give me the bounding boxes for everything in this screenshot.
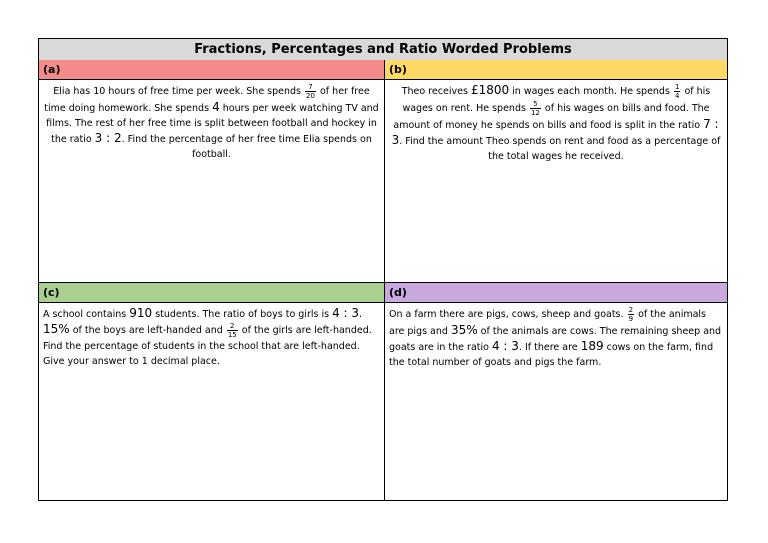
fraction: [227, 322, 238, 339]
value: 15%: [43, 322, 70, 336]
fraction: [628, 306, 634, 323]
text: of the animals are cows. The remaining sheep and goats are in the ratio: [389, 326, 722, 353]
problem-a: [39, 60, 385, 283]
problem-a-text: [39, 80, 384, 165]
numerator: 2: [227, 322, 238, 331]
problem-d-label: (d): [385, 283, 727, 303]
text: . Find the amount Theo spends on rent and food as a percentage of the total wages he received.: [399, 136, 721, 162]
problem-a-label: (a): [39, 60, 384, 80]
text: of his wages on bills and food. The amount of money he spends on bills and food is split in the ratio: [393, 103, 710, 131]
denominator: 4: [674, 92, 680, 100]
fraction: [674, 83, 680, 100]
text: .: [359, 309, 363, 320]
fraction: [305, 83, 316, 100]
worksheet: [38, 38, 728, 501]
ratio: 3 : 2: [94, 131, 122, 145]
denominator: 20: [306, 92, 315, 100]
denominator: 15: [227, 331, 237, 339]
problem-d-text: [385, 303, 727, 373]
value: 4: [212, 100, 220, 114]
text: cows on the farm, find the total number of goats and pigs the farm.: [389, 342, 714, 368]
problem-c-label: (c): [39, 283, 384, 303]
problem-b-label: (b): [385, 60, 727, 80]
text: . Find the percentage of her free time Elia spends on football.: [121, 134, 372, 160]
problem-c-text: [39, 303, 384, 372]
worksheet-title: Fractions, Percentages and Ratio Worded Problems: [39, 39, 727, 61]
problem-c: [39, 283, 385, 501]
problem-b-text: [385, 80, 727, 167]
ratio: 7 : 3: [391, 117, 719, 147]
problem-b: [385, 60, 727, 283]
problem-d: [385, 283, 727, 501]
numerator: 2: [628, 306, 634, 314]
value: £1800: [470, 83, 510, 97]
text: . If there are: [518, 342, 578, 353]
text: On a farm there are pigs, cows, sheep and goats.: [389, 309, 624, 320]
numerator: 1: [674, 83, 680, 91]
text: of the animals are pigs and: [389, 309, 706, 337]
text: of the boys are left-handed and: [72, 325, 223, 336]
text: students. The ratio of boys to girls is: [155, 309, 330, 320]
text: Theo receives: [401, 86, 468, 97]
text: hours per week watching TV and films. The rest of her free time is split between football and hockey in the ratio: [46, 103, 379, 145]
text: A school contains: [43, 309, 127, 320]
ratio: 4 : 3: [491, 339, 519, 353]
numerator: 5: [530, 100, 541, 109]
problem-grid: [39, 60, 727, 500]
value: 35%: [450, 323, 478, 337]
ratio: 4 : 3: [332, 306, 360, 320]
value: 910: [129, 306, 153, 320]
value: 189: [580, 339, 604, 353]
denominator: 12: [530, 109, 540, 117]
text: of the girls are left-handed. Find the percentage of students in the school that are left-handed. Give your answer to 1 decimal place.: [43, 325, 372, 367]
text: of his wages on rent. He spends: [402, 86, 711, 114]
numerator: 7: [305, 83, 316, 92]
denominator: 9: [628, 315, 634, 323]
text: of her free time doing homework. She spends: [44, 86, 370, 114]
fraction: [530, 100, 541, 117]
text: Elia has 10 hours of free time per week. She spends: [53, 86, 302, 97]
text: in wages each month. He spends: [512, 86, 670, 97]
